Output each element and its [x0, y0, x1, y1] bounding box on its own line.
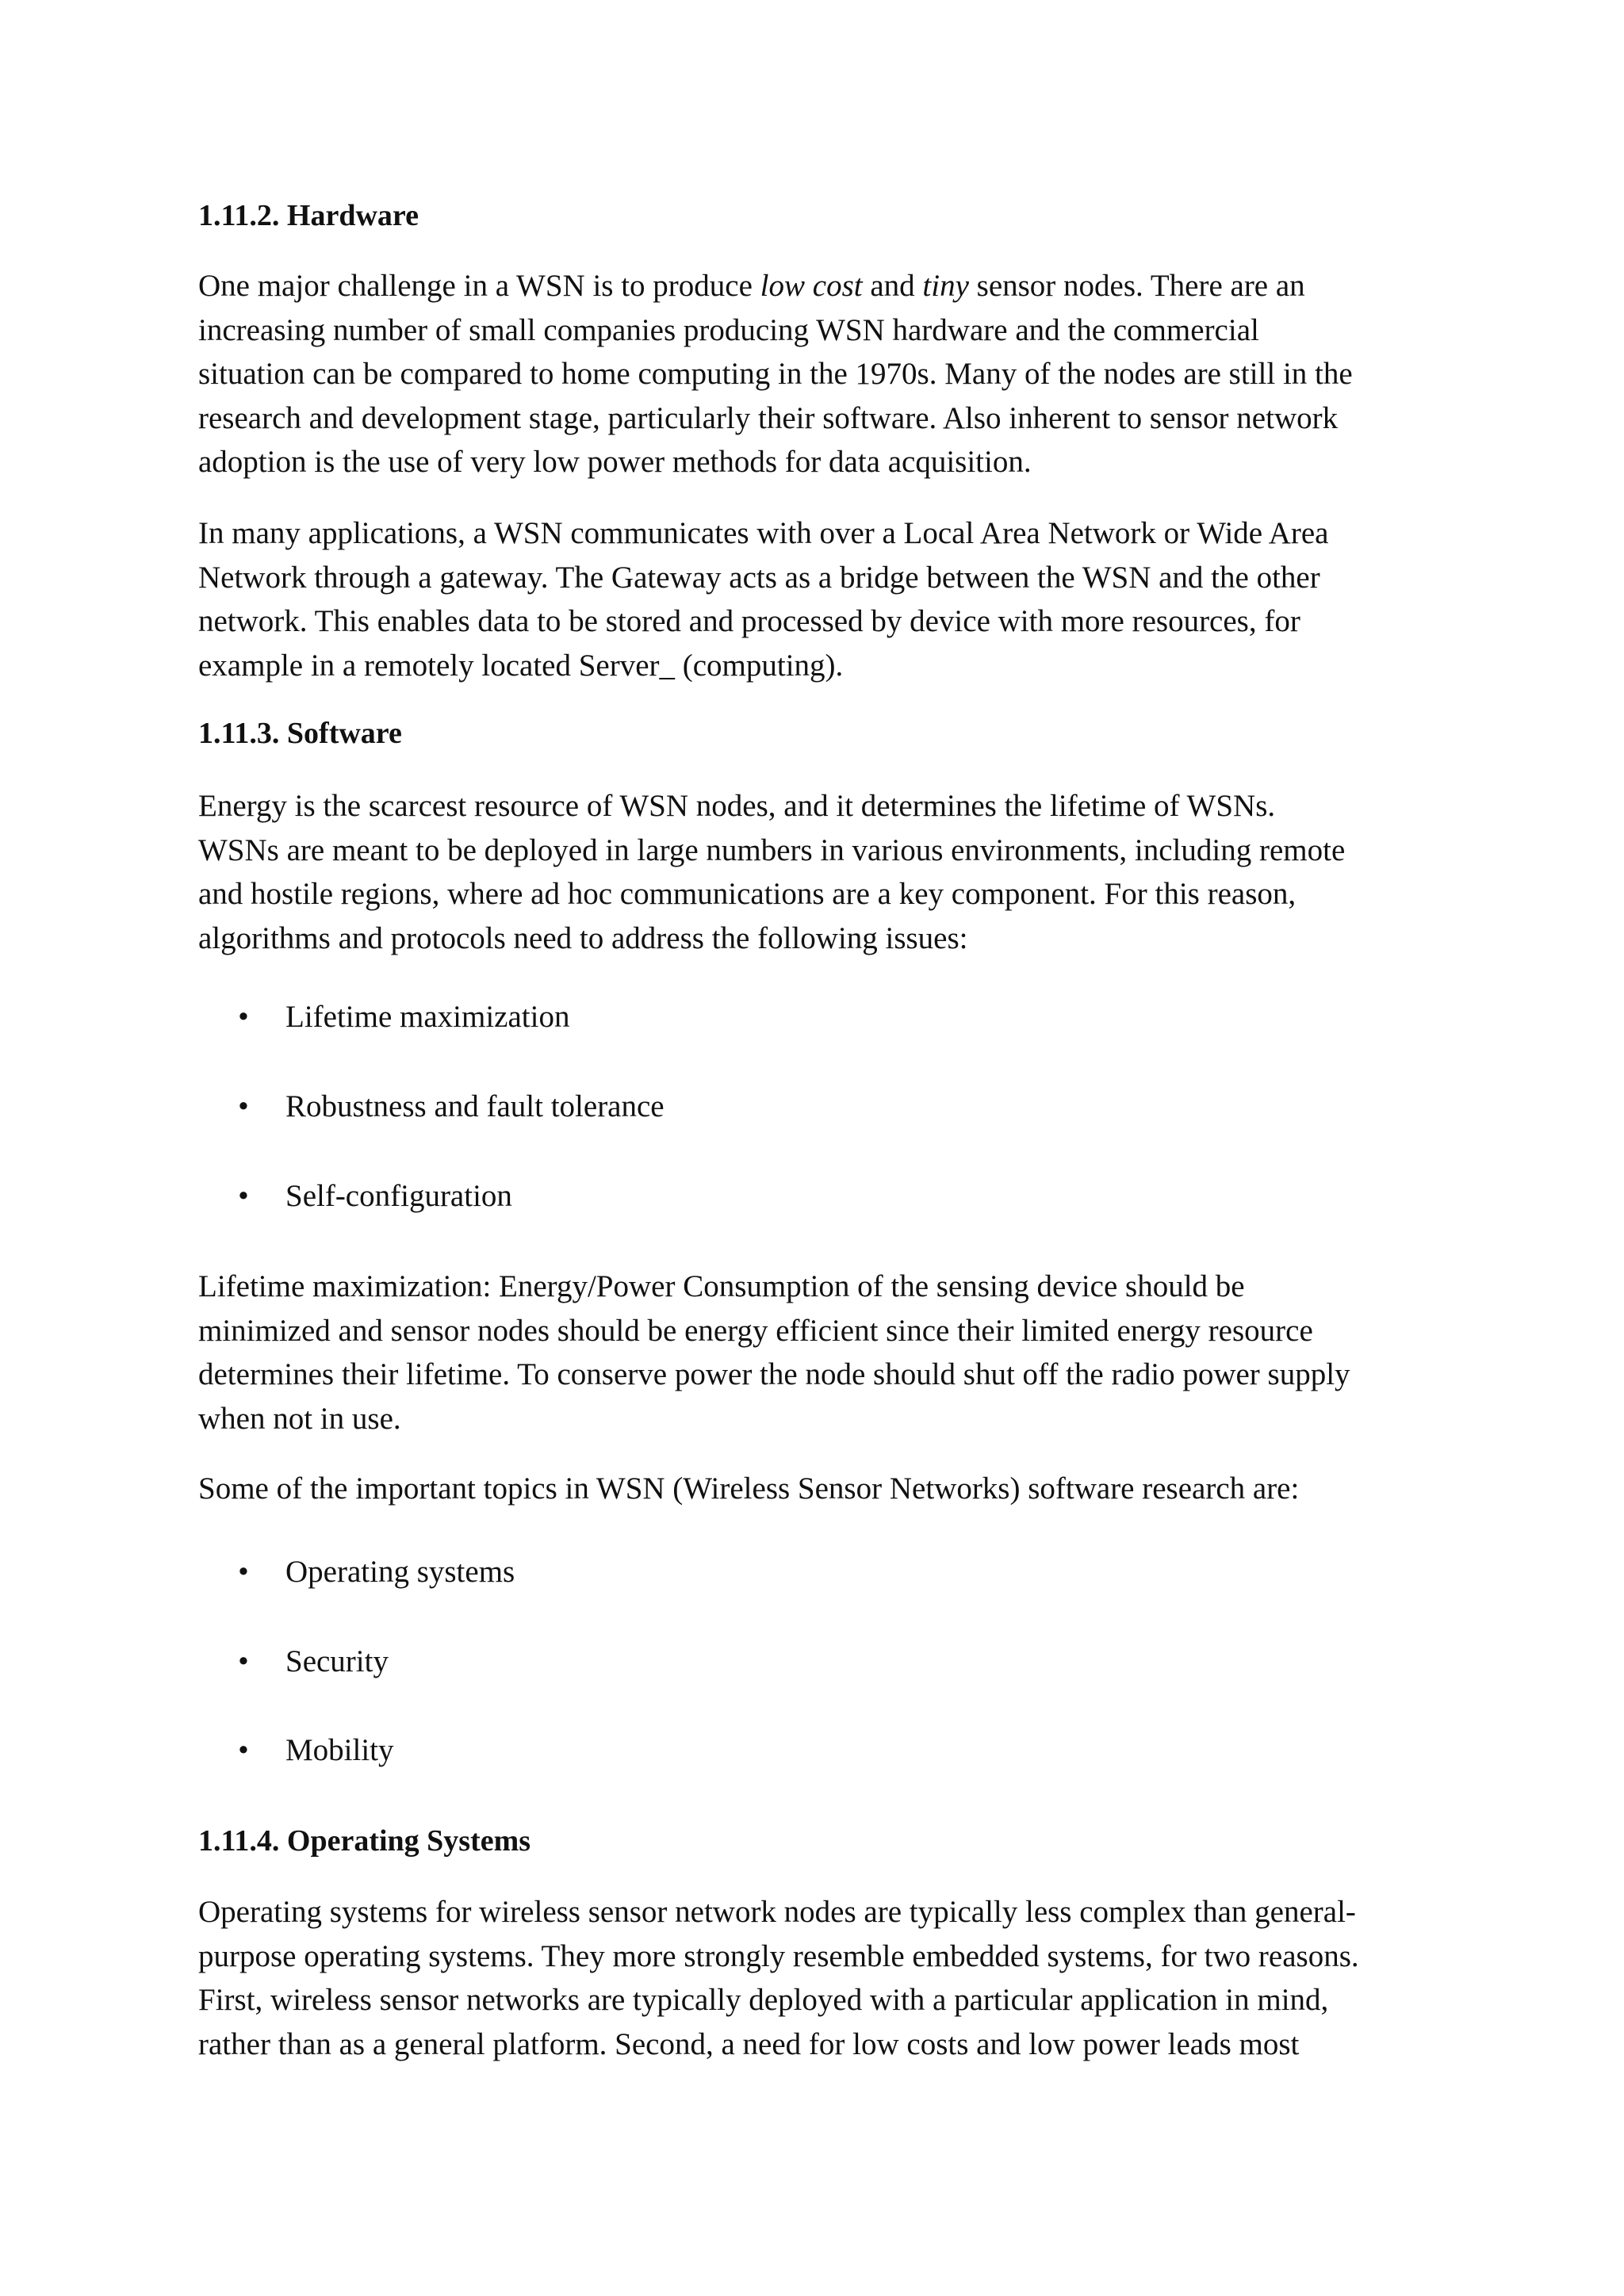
hardware-paragraph-1 — [198, 264, 1451, 484]
text-line: research and development stage, particularly their software. Also inherent to sensor network — [198, 400, 1339, 435]
list-item-text: Robustness and fault tolerance — [285, 1089, 665, 1123]
bullet-icon: • — [238, 1089, 249, 1123]
bullet-icon: • — [238, 1000, 249, 1034]
list-item-text: Operating systems — [285, 1555, 515, 1589]
text-line: purpose operating systems. They more strongly resemble embedded systems, for two reasons. — [198, 1938, 1359, 1973]
text-line: and hostile regions, where ad hoc communications are a key component. For this reason, — [198, 877, 1297, 911]
software-paragraph-3 — [198, 1467, 1451, 1511]
bullet-icon: • — [238, 1555, 249, 1589]
text-line: determines their lifetime. To conserve power the node should shut off the radio power supply — [198, 1357, 1350, 1391]
emphasis-low-cost: low cost — [760, 269, 863, 303]
text-line: Some of the important topics in WSN (Wireless Sensor Networks) software research are: — [198, 1471, 1300, 1506]
text-line: network. This enables data to be stored and processed by device with more resources, for — [198, 604, 1300, 638]
operating-systems-paragraph-1 — [198, 1890, 1451, 2066]
bullet-icon: • — [238, 1644, 249, 1678]
text-line: Operating systems for wireless sensor network nodes are typically less complex than general- — [198, 1895, 1356, 1929]
section-heading-hardware: 1.11.2. Hardware — [198, 199, 419, 232]
text-line: Lifetime maximization: Energy/Power Consumption of the sensing device should be — [198, 1269, 1245, 1303]
hardware-paragraph-2 — [198, 511, 1451, 687]
text-line: minimized and sensor nodes should be energy efficient since their limited energy resource — [198, 1313, 1313, 1348]
text-line: WSNs are meant to be deployed in large numbers in various environments, including remote — [198, 832, 1346, 867]
list-item-text: Security — [285, 1644, 389, 1678]
bullet-icon: • — [238, 1733, 249, 1767]
section-heading-operating-systems: 1.11.4. Operating Systems — [198, 1824, 531, 1858]
list-item-text: Self-configuration — [285, 1179, 512, 1213]
text-line: when not in use. — [198, 1401, 401, 1436]
bullet-icon: • — [238, 1179, 249, 1213]
text-line: First, wireless sensor networks are typically deployed with a particular application in mind, — [198, 1983, 1329, 2017]
text-line: Energy is the scarcest resource of WSN nodes, and it determines the lifetime of WSNs. — [198, 789, 1276, 823]
text-line: In many applications, a WSN communicates with over a Local Area Network or Wide Area — [198, 516, 1329, 550]
software-paragraph-1 — [198, 784, 1451, 960]
list-item-text: Lifetime maximization — [285, 1000, 570, 1034]
text-line: increasing number of small companies producing WSN hardware and the commercial — [198, 312, 1259, 347]
text-line: rather than as a general platform. Second, a need for low costs and low power leads most — [198, 2026, 1300, 2061]
list-item-text: Mobility — [285, 1733, 394, 1767]
emphasis-tiny: tiny — [922, 269, 969, 303]
text-line: example in a remotely located Server_ (computing). — [198, 648, 844, 683]
text-line: situation can be compared to home computing in the 1970s. Many of the nodes are still in the — [198, 357, 1353, 391]
section-heading-software: 1.11.3. Software — [198, 717, 402, 750]
text-line: algorithms and protocols need to address the following issues: — [198, 920, 968, 955]
text-line: Network through a gateway. The Gateway acts as a bridge between the WSN and the other — [198, 560, 1320, 595]
software-paragraph-2 — [198, 1265, 1451, 1441]
text-line: One major challenge in a WSN is to produce low cost and tiny sensor nodes. There are an — [198, 269, 1305, 303]
text-line: adoption is the use of very low power methods for data acquisition. — [198, 445, 1032, 479]
